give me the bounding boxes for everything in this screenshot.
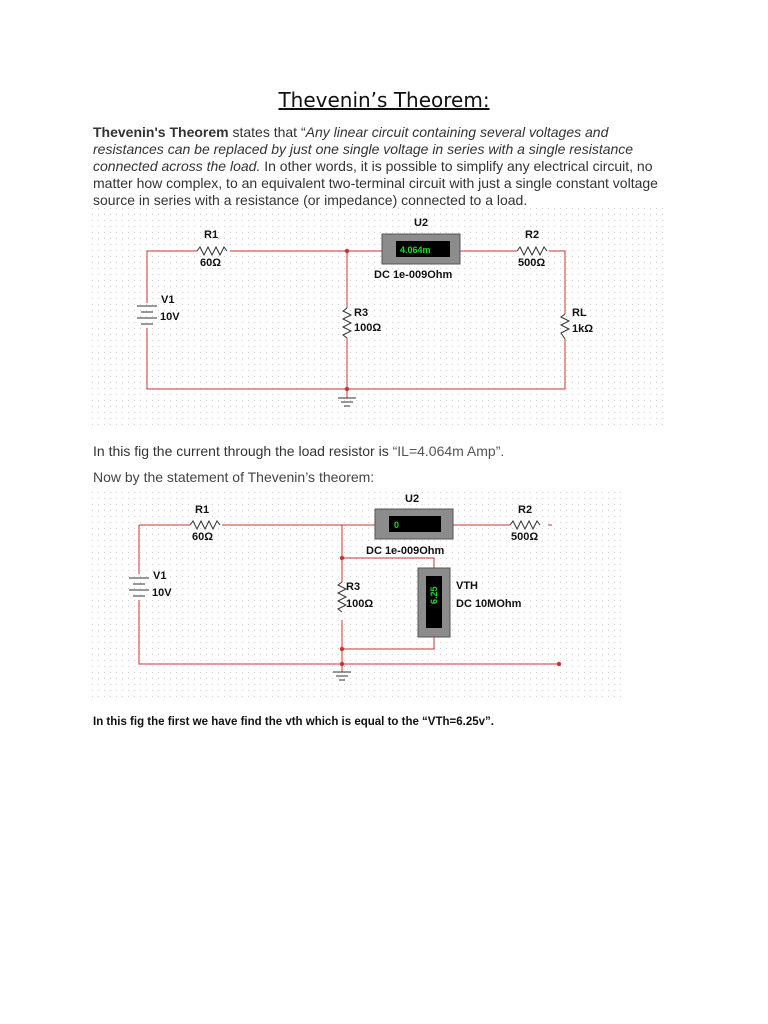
r1-label-2: R1 <box>195 504 210 516</box>
u2-label-2: U2 <box>405 493 420 505</box>
vth-spec: DC 10MOhm <box>456 598 522 610</box>
r3-value: 100Ω <box>354 322 382 334</box>
r3-label-2: R3 <box>346 581 361 593</box>
r3-value-2: 100Ω <box>346 598 374 610</box>
v1-value-2: 10V <box>152 587 172 599</box>
u2-spec-2: DC 1e-009Ohm <box>366 545 445 557</box>
u2-spec: DC 1e-009Ohm <box>374 269 453 281</box>
r2-label-2: R2 <box>518 504 533 516</box>
intro-quote: Any linear circuit containing several voltages and resistances can be replaced by just one single voltage in series with a single resistance connected across the load. <box>93 124 634 174</box>
caption-thevenin: Now by the statement of Thevenin’s theorem: <box>93 469 375 485</box>
circuit2-junction-b <box>340 647 344 651</box>
circuit-diagram-2 <box>92 492 624 702</box>
r3-label: R3 <box>354 307 369 319</box>
r2-label: R2 <box>525 229 540 241</box>
rl-label: RL <box>572 307 587 319</box>
r1-value: 60Ω <box>200 257 222 269</box>
circuit-diagram-1 <box>92 208 664 426</box>
circuit1-junction-bottom <box>345 387 349 391</box>
vth-note: In this fig the first we have find the vth which is equal to the “VTh=6.25v”. <box>93 716 494 728</box>
rl-value: 1kΩ <box>572 323 594 335</box>
r2-value: 500Ω <box>518 257 546 269</box>
r2-value-2: 500Ω <box>511 531 539 543</box>
r1-value-2: 60Ω <box>192 531 214 543</box>
caption-current-quote: “IL=4.064m Amp”. <box>392 443 505 459</box>
vth-label: VTH <box>456 580 478 592</box>
intro-paragraph <box>93 124 673 209</box>
u2-label: U2 <box>414 217 429 229</box>
circuit1-junction-top <box>345 249 349 253</box>
v1-label-2: V1 <box>153 570 167 582</box>
page-title: Thevenin’s Theorem: <box>278 88 490 112</box>
caption-current <box>93 443 504 459</box>
r1-label: R1 <box>204 229 219 241</box>
v1-value: 10V <box>160 311 180 323</box>
vth-reading: 6.25 <box>429 586 439 604</box>
circuit2-junction-c <box>340 662 344 666</box>
circuit2-terminal <box>557 662 561 666</box>
intro-states-that: states that “ <box>228 124 306 140</box>
circuit2-junction-a <box>340 556 344 560</box>
caption-current-text: In this fig the current through the load resistor is <box>93 443 393 459</box>
intro-bold-term: Thevenin's Theorem <box>93 124 229 140</box>
intro-rest: In other words, it is possible to simplify any electrical circuit, no matter how complex, to an equivalent two-terminal circuit with just a single constant voltage source in series with a resistance (or impedance) connected to a load. <box>93 158 658 208</box>
v1-label: V1 <box>161 294 175 306</box>
u2-reading: 4.064m <box>400 245 431 255</box>
u2-reading-2: 0 <box>394 520 400 530</box>
